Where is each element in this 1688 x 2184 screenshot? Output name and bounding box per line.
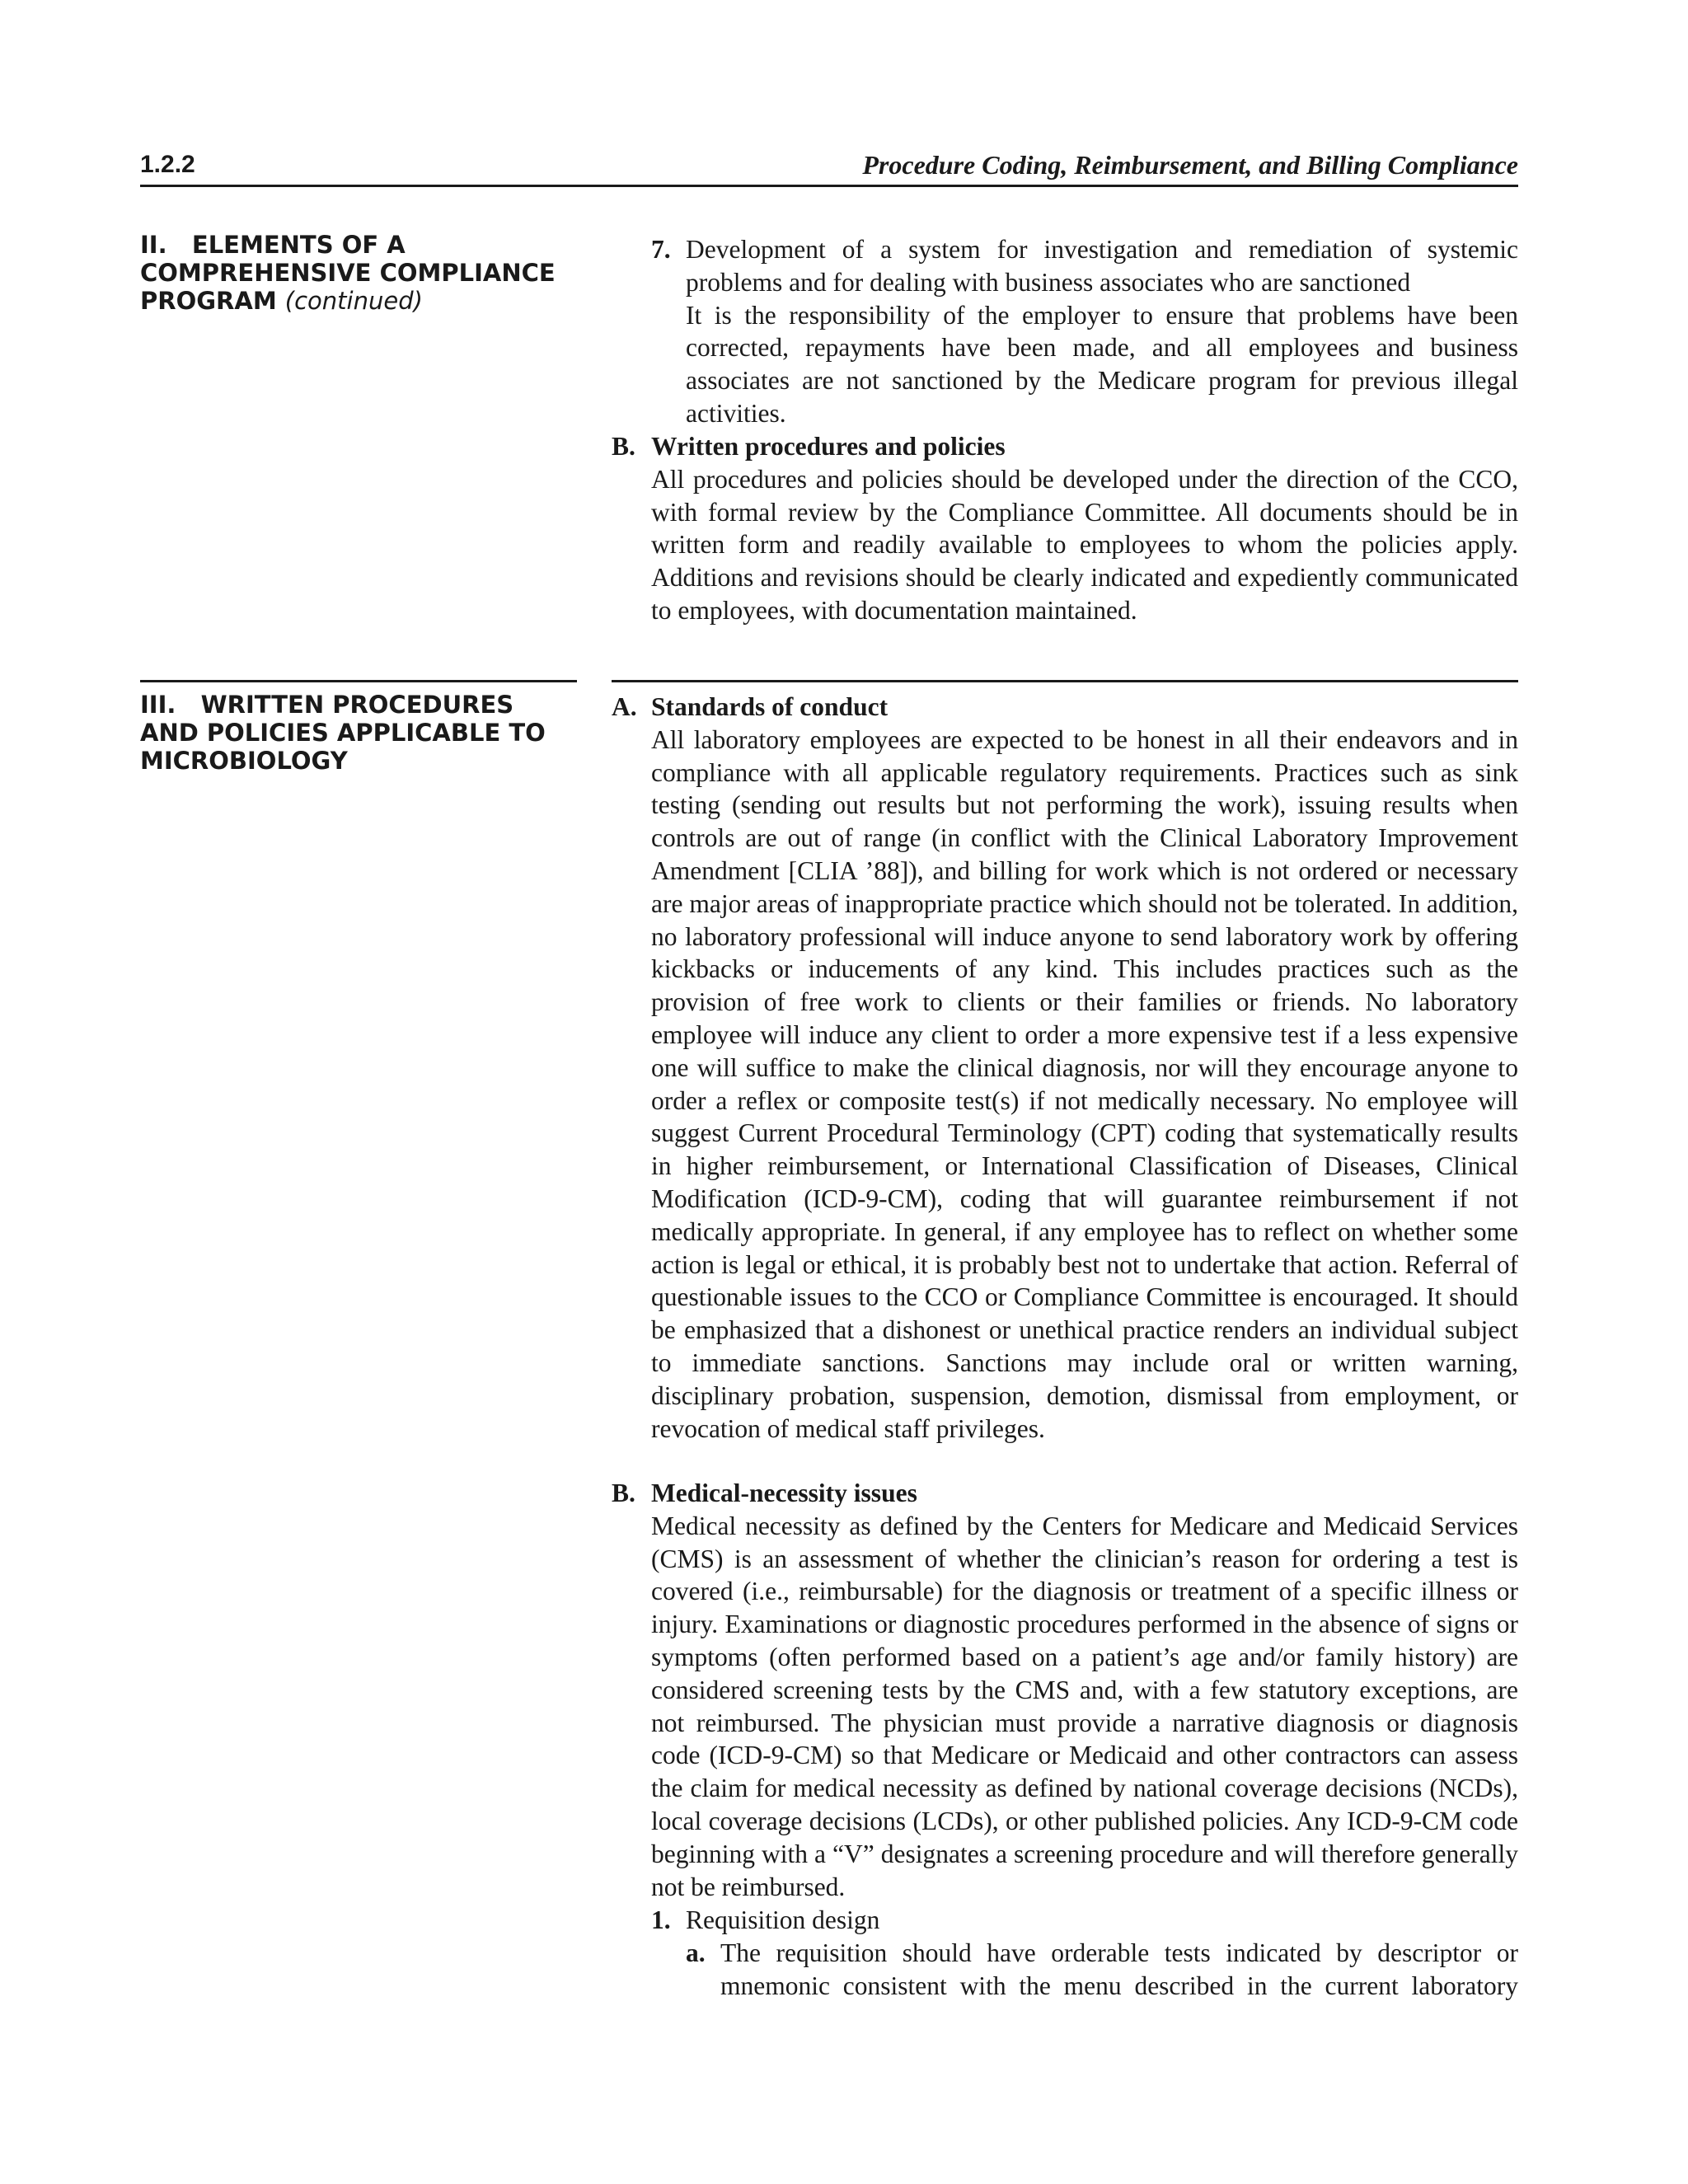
section-2-heading-line1: II. ELEMENTS OF A — [140, 231, 406, 259]
section-2-heading — [140, 231, 585, 315]
section-3-b-title: Medical-necessity issues — [651, 1479, 917, 1507]
section-3-a-text: All laboratory employees are expected to be honest in all their endeavors and in compliance with all applicable regulatory requirements. Practices such as sink testing (sending out results but not performing the work), issuing results when controls are out of range (in conflict with the Clinical Laboratory Improvement Amendment [CLIA ’88]), and billing for work which is not ordered or necessary are major areas of inappropriate practice which should not be tolerated. In addition, no laboratory professional will induce anyone to send laboratory work by offering kickbacks or inducements of any kind. This includes practices such as the provision of free work to clients or their families or friends. No laboratory employee will induce any client to order a more expensive test if a less expensive one will suffice to make the clinical diagnosis, nor will they encourage anyone to order a reflex or composite test(s) if not medically necessary. No employee will suggest Current Procedural Terminology (CPT) coding that systematically results in higher reimbursement, or International Classification of Diseases, Clinical Modification (ICD-9-CM), coding that will guarantee reimbursement if not medically appropriate. In general, if any employee has to reflect on whether some action is legal or ethical, it is probably best not to undertake that action. Referral of questionable issues to the CCO or Compliance Committee is encouraged. It should be emphasized that a dishonest or unethical practice renders an individual subject to immediate sanctions. Sanctions may include oral or written warning, disciplinary probation, suspension, demotion, dismissal from employment, or revocation of medical staff privileges. — [651, 724, 1518, 1443]
item-a-text: The requisition should have orderable tests indicated by descriptor or mnemonic consistent with the menu described in the current laboratory — [720, 1938, 1518, 2000]
section-2-heading-program: PROGRAM — [140, 287, 277, 315]
section-3-a-letter: A. — [612, 692, 637, 721]
section-2-heading-line3 — [140, 287, 585, 315]
item-7-paragraph: It is the responsibility of the employer to ensure that problems have been corrected, repayments have been made, and all employees and business associates are not sanctioned by the Medicare program for previous illegal activities. — [686, 300, 1518, 428]
section-2-b — [651, 430, 1518, 627]
section-3-heading — [140, 691, 585, 775]
section-2-b-letter: B. — [612, 432, 635, 461]
section-2-b-title: Written procedures and policies — [651, 432, 1006, 461]
item-1 — [686, 1904, 1518, 1937]
section-3-b-letter: B. — [612, 1479, 635, 1507]
section-3-b-text: Medical necessity as defined by the Centers for Medicare and Medicaid Services (CMS) is an assessment of whether the clinician’s reason for ordering a test is covered (i.e., reimbursable) for the diagnosis or treatment of a specific illness or injury. Examinations or diagnostic procedures performed in the absence of signs or symptoms (often performed based on a patient’s age and/or family history) are considered screening tests by the CMS and, with a few statutory exceptions, are not reimbursed. The physician must provide a narrative diagnosis or diagnosis code (ICD-9-CM) so that Medicare or Medicaid and other contractors can assess the claim for medical necessity as defined by national coverage decisions (NCDs), local coverage decisions (LCDs), or other published policies. Any ICD-9-CM code beginning with a “V” designates a screening procedure and will therefore generally not be reimbursed. — [651, 1511, 1518, 1901]
section-3-heading-line1: III. WRITTEN PROCEDURES — [140, 691, 514, 719]
section-3-left-rule — [140, 680, 577, 682]
section-3-a-title: Standards of conduct — [651, 692, 889, 721]
item-1-number: 1. — [651, 1905, 671, 1934]
page-header — [140, 147, 1518, 183]
running-title: Procedure Coding, Reimbursement, and Billing Compliance — [862, 150, 1518, 180]
section-3-a — [651, 691, 1518, 1445]
header-rule — [140, 185, 1518, 187]
section-3-heading-line3: MICROBIOLOGY — [140, 747, 348, 775]
item-a-letter: a. — [686, 1938, 706, 1967]
item-7-text: Development of a system for investigation and remediation of systemic problems and for dealing with business associates who are sanctioned — [686, 235, 1518, 297]
section-3-right-rule — [612, 680, 1518, 682]
section-2-b-text: All procedures and policies should be developed under the direction of the CCO, with formal review by the Compliance Committee. All documents should be in written form and readily available to employees to whom the policies apply. Additions and revisions should be clearly indicated and expediently communicated to employees, with documentation maintained. — [651, 464, 1518, 625]
section-3-b — [651, 1477, 1518, 1903]
item-7-number: 7. — [651, 235, 671, 264]
item-1-text: Requisition design — [686, 1905, 880, 1934]
page-number: 1.2.2 — [140, 151, 195, 178]
section-3-heading-line2: AND POLICIES APPLICABLE TO — [140, 719, 546, 747]
item-a — [720, 1937, 1518, 2003]
item-7 — [686, 233, 1518, 430]
continued-label: (continued) — [284, 287, 423, 315]
section-2-heading-line2: COMPREHENSIVE COMPLIANCE — [140, 259, 556, 287]
